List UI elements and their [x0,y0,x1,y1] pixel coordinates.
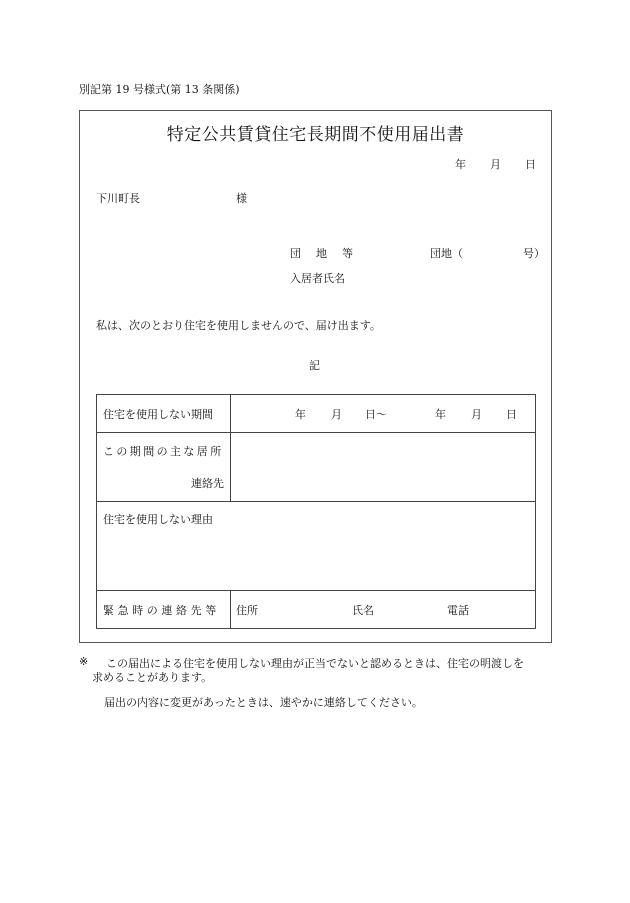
period-from-day: 日〜 [365,408,387,421]
danchi-label: 団 地 等 [290,247,355,260]
emergency-label: 緊急時の連絡先等 [103,604,220,617]
period-row [97,395,536,433]
emergency-address-label: 住所 [236,604,258,617]
emergency-name-label: 氏名 [352,604,374,617]
date-day: 日 [525,158,536,171]
period-from-year: 年 [295,408,306,421]
emergency-row [97,591,536,629]
residence-value-cell[interactable] [231,433,536,502]
note1-line2: 求めることがあります。 [92,671,213,684]
date-month: 月 [490,158,501,171]
note2: 届出の内容に変更があったときは、速やかに連絡してください。 [104,696,423,709]
danchi-value: 団地（ [430,247,463,260]
residence-row [97,433,536,502]
addressee-name: 下川町長 [96,192,140,205]
ki-heading: 記 [309,359,320,372]
reason-value-cell[interactable] [231,502,536,591]
period-to-year: 年 [435,408,446,421]
period-value-cell[interactable] [231,395,536,433]
form-title: 特定公共賃貸住宅長期間不使用届出書 [166,125,465,145]
details-table [96,394,536,629]
contact-label: 連絡先 [191,477,224,490]
date-year: 年 [455,158,466,171]
period-label-cell [97,395,231,433]
emergency-value-cell[interactable] [231,591,536,629]
resident-name-label: 入居者氏名 [290,272,345,285]
period-to-day: 日 [506,408,517,421]
period-from-month: 月 [331,408,342,421]
residence-label: この期間の主な居所 [103,445,224,458]
residence-label-cell [97,433,231,502]
emergency-label-cell [97,591,231,629]
period-to-month: 月 [471,408,482,421]
danchi-number-suffix: 号） [523,247,545,260]
note1-line1: この届出による住宅を使用しない理由が正当でないと認めるときは、住宅の明渡しを [106,657,524,670]
period-label: 住宅を使用しない期間 [103,408,213,421]
addressee-honorific: 様 [236,192,247,205]
emergency-phone-label: 電話 [447,604,469,617]
reason-label-cell [97,502,231,591]
form-number: 別記第 19 号様式(第 13 条関係) [79,83,240,96]
reason-label: 住宅を使用しない理由 [103,513,213,526]
note-mark: ※ [79,655,89,668]
reason-row [97,502,536,591]
body-text: 私は、次のとおり住宅を使用しませんので、届け出ます。 [96,319,381,332]
